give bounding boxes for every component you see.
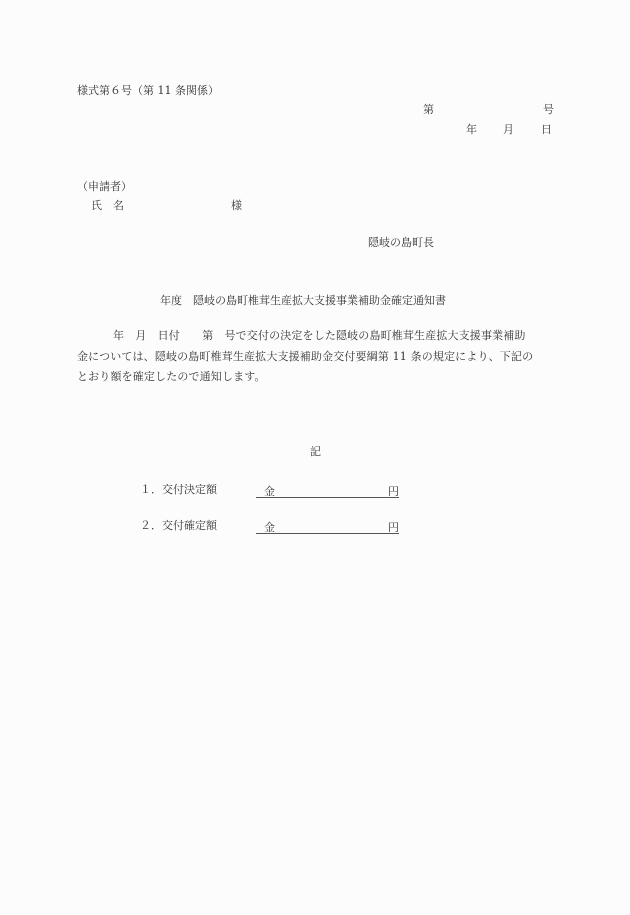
- doc-number-suffix: 号: [543, 103, 554, 116]
- item-1-amount-field: [256, 483, 399, 498]
- item-2-unit: 円: [388, 521, 399, 534]
- item-1-unit: 円: [388, 485, 399, 498]
- item-2-prefix: 金: [264, 521, 275, 534]
- document-title: 年度 隠岐の島町椎茸生産拡大支援事業補助金確定通知書: [160, 294, 446, 307]
- body-line-2: 金については、隠岐の島町椎茸生産拡大支援補助金交付要綱第 11 条の規定により、下記の: [77, 349, 534, 363]
- applicant-label: （申請者）: [77, 180, 132, 193]
- item-1-prefix: 金: [264, 485, 275, 498]
- applicant-honorific: 様: [231, 199, 242, 212]
- ki-heading: 記: [310, 445, 321, 458]
- item-1-label: １．交付決定額: [140, 483, 217, 496]
- date-day: 日: [541, 123, 552, 136]
- item-2-amount-field: [256, 519, 399, 534]
- applicant-name-label: 氏 名: [91, 199, 124, 212]
- body-line-1: 年 月 日付 第 号で交付の決定をした隠岐の島町椎茸生産拡大支援事業補助: [113, 329, 526, 342]
- form-number: 様式第６号（第 11 条関係）: [77, 84, 219, 97]
- date-year: 年: [466, 123, 477, 136]
- body-line-3: とおり額を確定したので通知します。: [77, 370, 266, 383]
- date-month: 月: [503, 123, 514, 136]
- doc-number-prefix: 第: [423, 103, 434, 116]
- issuer: 隠岐の島町長: [368, 236, 434, 249]
- body-paragraph: [77, 326, 557, 388]
- item-2-label: ２．交付確定額: [140, 519, 217, 532]
